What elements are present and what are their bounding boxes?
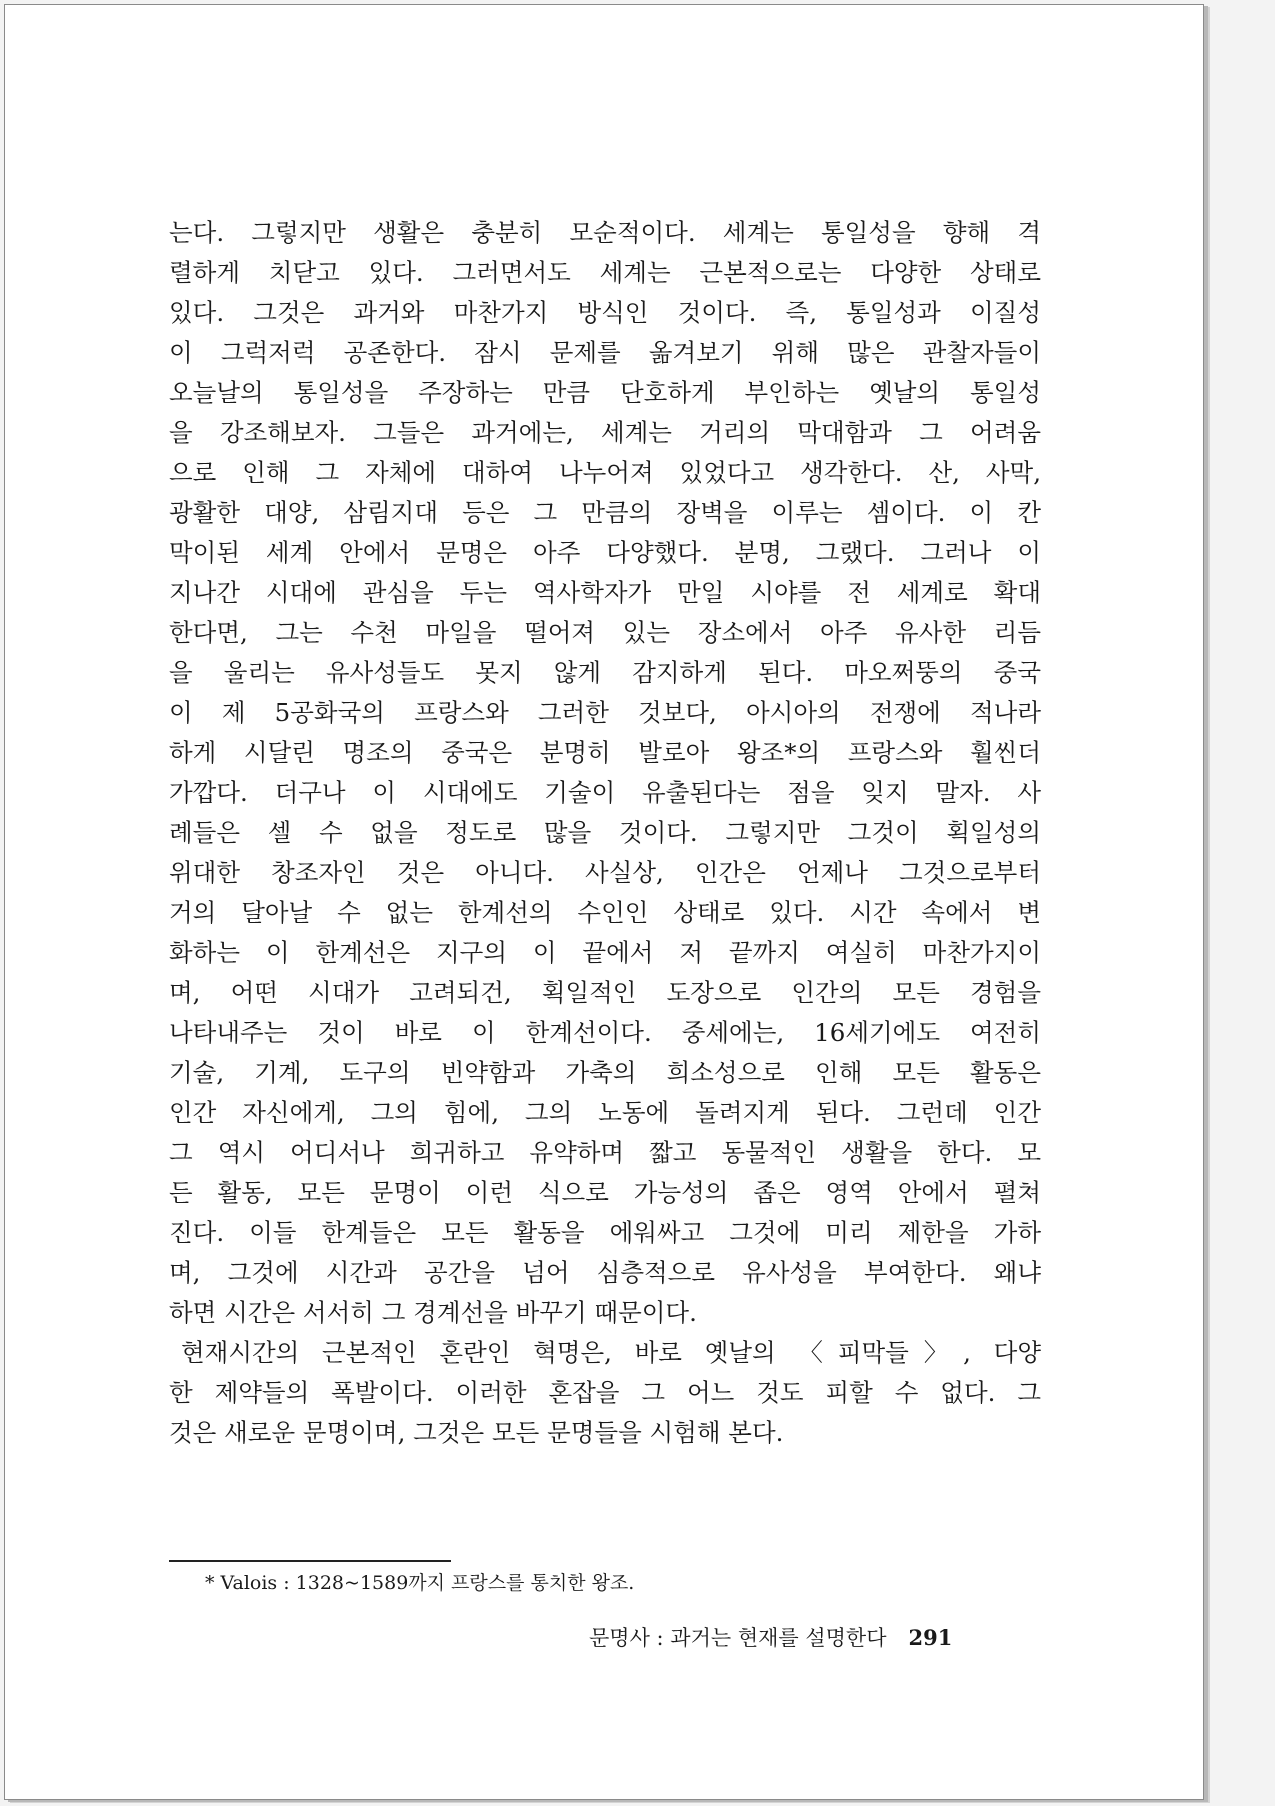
text-line: 진다. 이들 한계들은 모든 활동을 에워싸고 그것에 미리 제한을 가하 (169, 1218, 1041, 1247)
text-line: 한다면, 그는 수천 마일을 떨어져 있는 장소에서 아주 유사한 리듬 (169, 618, 1041, 647)
text-line: 가깝다. 더구나 이 시대에도 기술이 유출된다는 점을 잊지 말자. 사 (169, 778, 1041, 807)
text-line: 위대한 창조자인 것은 아니다. 사실상, 인간은 언제나 그것으로부터 (169, 858, 1041, 887)
text-line: 을 울리는 유사성들도 못지 않게 감지하게 된다. 마오쩌뚱의 중국 (169, 658, 1041, 687)
text-line: 막이된 세계 안에서 문명은 아주 다양했다. 분명, 그랬다. 그러나 이 (169, 538, 1041, 567)
text-line: 을 강조해보자. 그들은 과거에는, 세계는 거리의 막대함과 그 어려움 (169, 418, 1041, 447)
text-line: 한 제약들의 폭발이다. 이러한 혼잡을 그 어느 것도 피할 수 없다. 그 (169, 1378, 1041, 1407)
text-line: 는다. 그렇지만 생활은 충분히 모순적이다. 세계는 통일성을 향해 격 (169, 218, 1041, 247)
text-line: 이 그럭저럭 공존한다. 잠시 문제를 옮겨보기 위해 많은 관찰자들이 (169, 338, 1041, 367)
paragraph-end-line: 하면 시간은 서서히 그 경계선을 바꾸기 때문이다. (169, 1298, 697, 1327)
text-line: 있다. 그것은 과거와 마찬가지 방식인 것이다. 즉, 통일성과 이질성 (169, 298, 1041, 327)
running-footer (589, 1623, 952, 1653)
text-line: 으로 인해 그 자체에 대하여 나누어져 있었다고 생각한다. 산, 사막, (169, 458, 1041, 487)
paragraph-end-line: 것은 새로운 문명이며, 그것은 모든 문명들을 시험해 본다. (169, 1418, 784, 1447)
text-line: 렬하게 치닫고 있다. 그러면서도 세계는 근본적으로는 다양한 상태로 (169, 258, 1041, 287)
text-line: 그 역시 어디서나 희귀하고 유약하며 짧고 동물적인 생활을 한다. 모 (169, 1138, 1041, 1167)
text-line: 며, 어떤 시대가 고려되건, 획일적인 도장으로 인간의 모든 경험을 (169, 978, 1041, 1007)
paragraph-start-line: 현재시간의 근본적인 혼란인 혁명은, 바로 옛날의 〈피막들〉, 다양 (181, 1338, 1041, 1367)
text-line: 화하는 이 한계선은 지구의 이 끝에서 저 끝까지 여실히 마찬가지이 (169, 938, 1041, 967)
text-line: 든 활동, 모든 문명이 이런 식으로 가능성의 좁은 영역 안에서 펼쳐 (169, 1178, 1041, 1207)
text-line: 인간 자신에게, 그의 힘에, 그의 노동에 돌려지게 된다. 그런데 인간 (169, 1098, 1041, 1127)
page-number: 291 (908, 1625, 953, 1650)
text-line: 광활한 대양, 삼림지대 등은 그 만큼의 장벽을 이루는 셈이다. 이 칸 (169, 498, 1041, 527)
text-line: 며, 그것에 시간과 공간을 넘어 심층적으로 유사성을 부여한다. 왜냐 (169, 1258, 1041, 1287)
text-line: 례들은 셀 수 없을 정도로 많을 것이다. 그렇지만 그것이 획일성의 (169, 818, 1041, 847)
running-footer-title: 문명사 : 과거는 현재를 설명한다 (589, 1626, 887, 1650)
body-text (169, 213, 1041, 1453)
footnote: * Valois : 1328~1589까지 프랑스를 통치한 왕조. (205, 1572, 635, 1594)
text-line: 이 제 5공화국의 프랑스와 그러한 것보다, 아시아의 전쟁에 적나라 (169, 698, 1041, 727)
text-line: 하게 시달린 명조의 중국은 분명히 발로아 왕조*의 프랑스와 훨씬더 (169, 738, 1041, 767)
text-line: 기술, 기계, 도구의 빈약함과 가축의 희소성으로 인해 모든 활동은 (169, 1058, 1041, 1087)
text-line: 오늘날의 통일성을 주장하는 만큼 단호하게 부인하는 옛날의 통일성 (169, 378, 1041, 407)
text-line: 나타내주는 것이 바로 이 한계선이다. 중세에는, 16세기에도 여전히 (169, 1018, 1041, 1047)
text-line: 거의 달아날 수 없는 한계선의 수인인 상태로 있다. 시간 속에서 변 (169, 898, 1041, 927)
text-line: 지나간 시대에 관심을 두는 역사학자가 만일 시야를 전 세계로 확대 (169, 578, 1041, 607)
footnote-divider (169, 1560, 451, 1562)
book-page (4, 4, 1204, 1800)
